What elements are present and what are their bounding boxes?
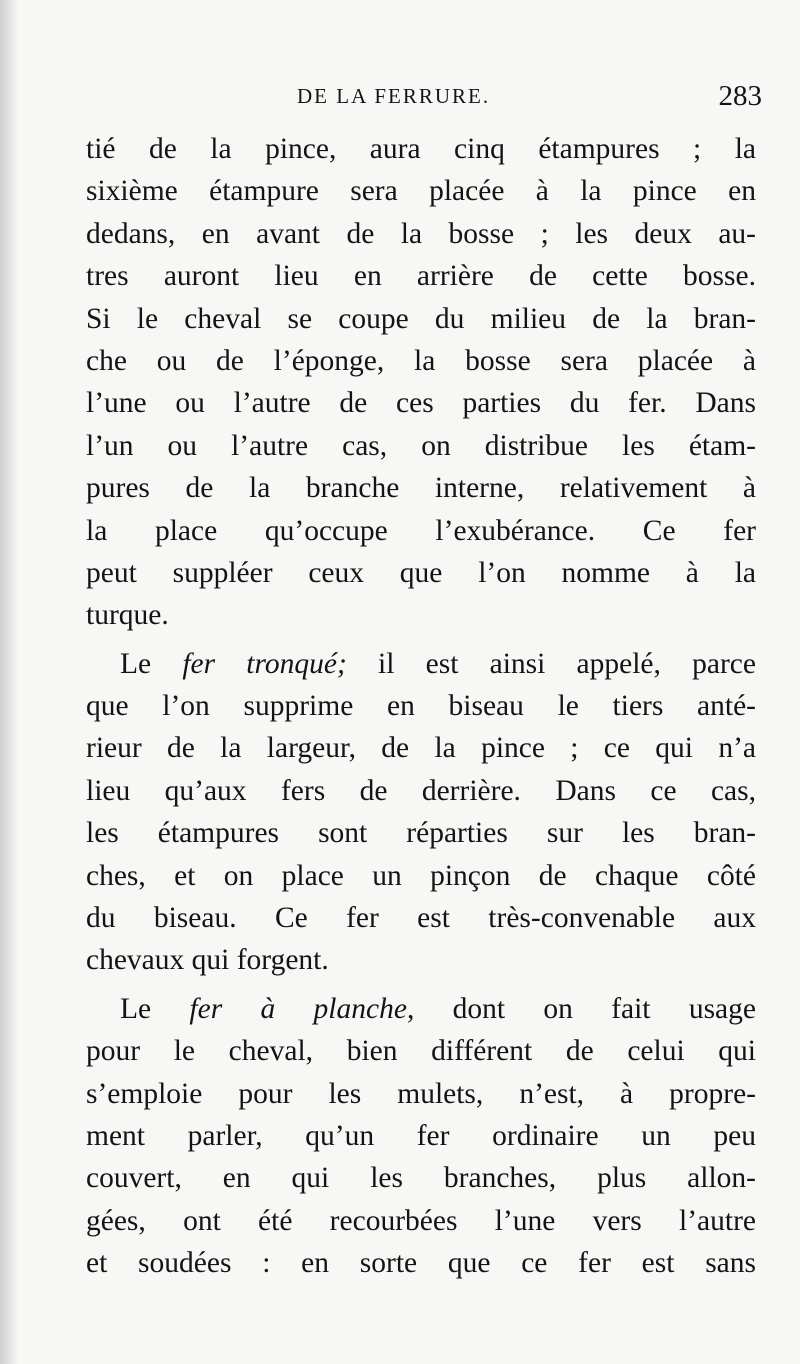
paragraph [86, 988, 756, 1285]
text-line: s’emploie pour les mulets, n’est, à propre- [86, 1077, 756, 1110]
text-line: la place qu’occupe l’exubérance. Ce fer [86, 514, 756, 547]
text-line: que l’on supprime en biseau le tiers anté- [86, 690, 756, 723]
text-line: gées, ont été recourbées l’une vers l’autre [86, 1204, 756, 1237]
paragraph [86, 643, 756, 982]
text-line: che ou de l’éponge, la bosse sera placée à [86, 344, 756, 377]
text-line [86, 643, 756, 685]
text-run: Le [120, 992, 190, 1025]
text-run: Le [120, 647, 183, 680]
italic-term: fer à planche [189, 992, 407, 1025]
italic-term: fer tronqué; [182, 647, 347, 680]
text-line: turque. [86, 599, 169, 632]
text-line: dedans, en avant de la bosse ; les deux au- [86, 217, 756, 250]
text-run: , dont on fait usage [406, 992, 756, 1025]
text-line: Si le cheval se coupe du milieu de la bran- [86, 302, 756, 335]
page-header [0, 80, 800, 120]
text-line: l’un ou l’autre cas, on distribue les étam- [86, 429, 756, 462]
text-line: peut suppléer ceux que l’on nomme à la [86, 556, 756, 589]
text-line: et soudées : en sorte que ce fer est sans [86, 1247, 756, 1280]
running-head: DE LA FERRURE. [297, 84, 491, 108]
text-line: lieu qu’aux fers de derrière. Dans ce cas, [86, 774, 756, 807]
body-text [86, 128, 756, 1285]
text-line: tres auront lieu en arrière de cette bosse. [86, 260, 756, 293]
page-number: 283 [718, 80, 762, 112]
page-gutter-shadow [0, 0, 18, 1364]
paragraph [86, 128, 756, 637]
text-line: du biseau. Ce fer est très-convenable aux [86, 902, 756, 935]
text-line: couvert, en qui les branches, plus allon- [86, 1162, 756, 1195]
text-run: il est ainsi appelé, parce [346, 647, 756, 680]
text-line [86, 988, 756, 1030]
text-line: chevaux qui forgent. [86, 944, 329, 977]
text-line: pour le cheval, bien différent de celui qui [86, 1035, 756, 1068]
text-line: ment parler, qu’un fer ordinaire un peu [86, 1119, 756, 1152]
text-line: les étampures sont réparties sur les bran- [86, 817, 756, 850]
text-line: sixième étampure sera placée à la pince en [86, 175, 756, 208]
text-line: ches, et on place un pinçon de chaque côté [86, 859, 756, 892]
text-line: l’une ou l’autre de ces parties du fer. Dans [86, 387, 756, 420]
text-line: rieur de la largeur, de la pince ; ce qui n’a [86, 732, 756, 765]
text-line: tié de la pince, aura cinq étampures ; la [86, 133, 756, 165]
text-line: pures de la branche interne, relativement à [86, 472, 756, 505]
